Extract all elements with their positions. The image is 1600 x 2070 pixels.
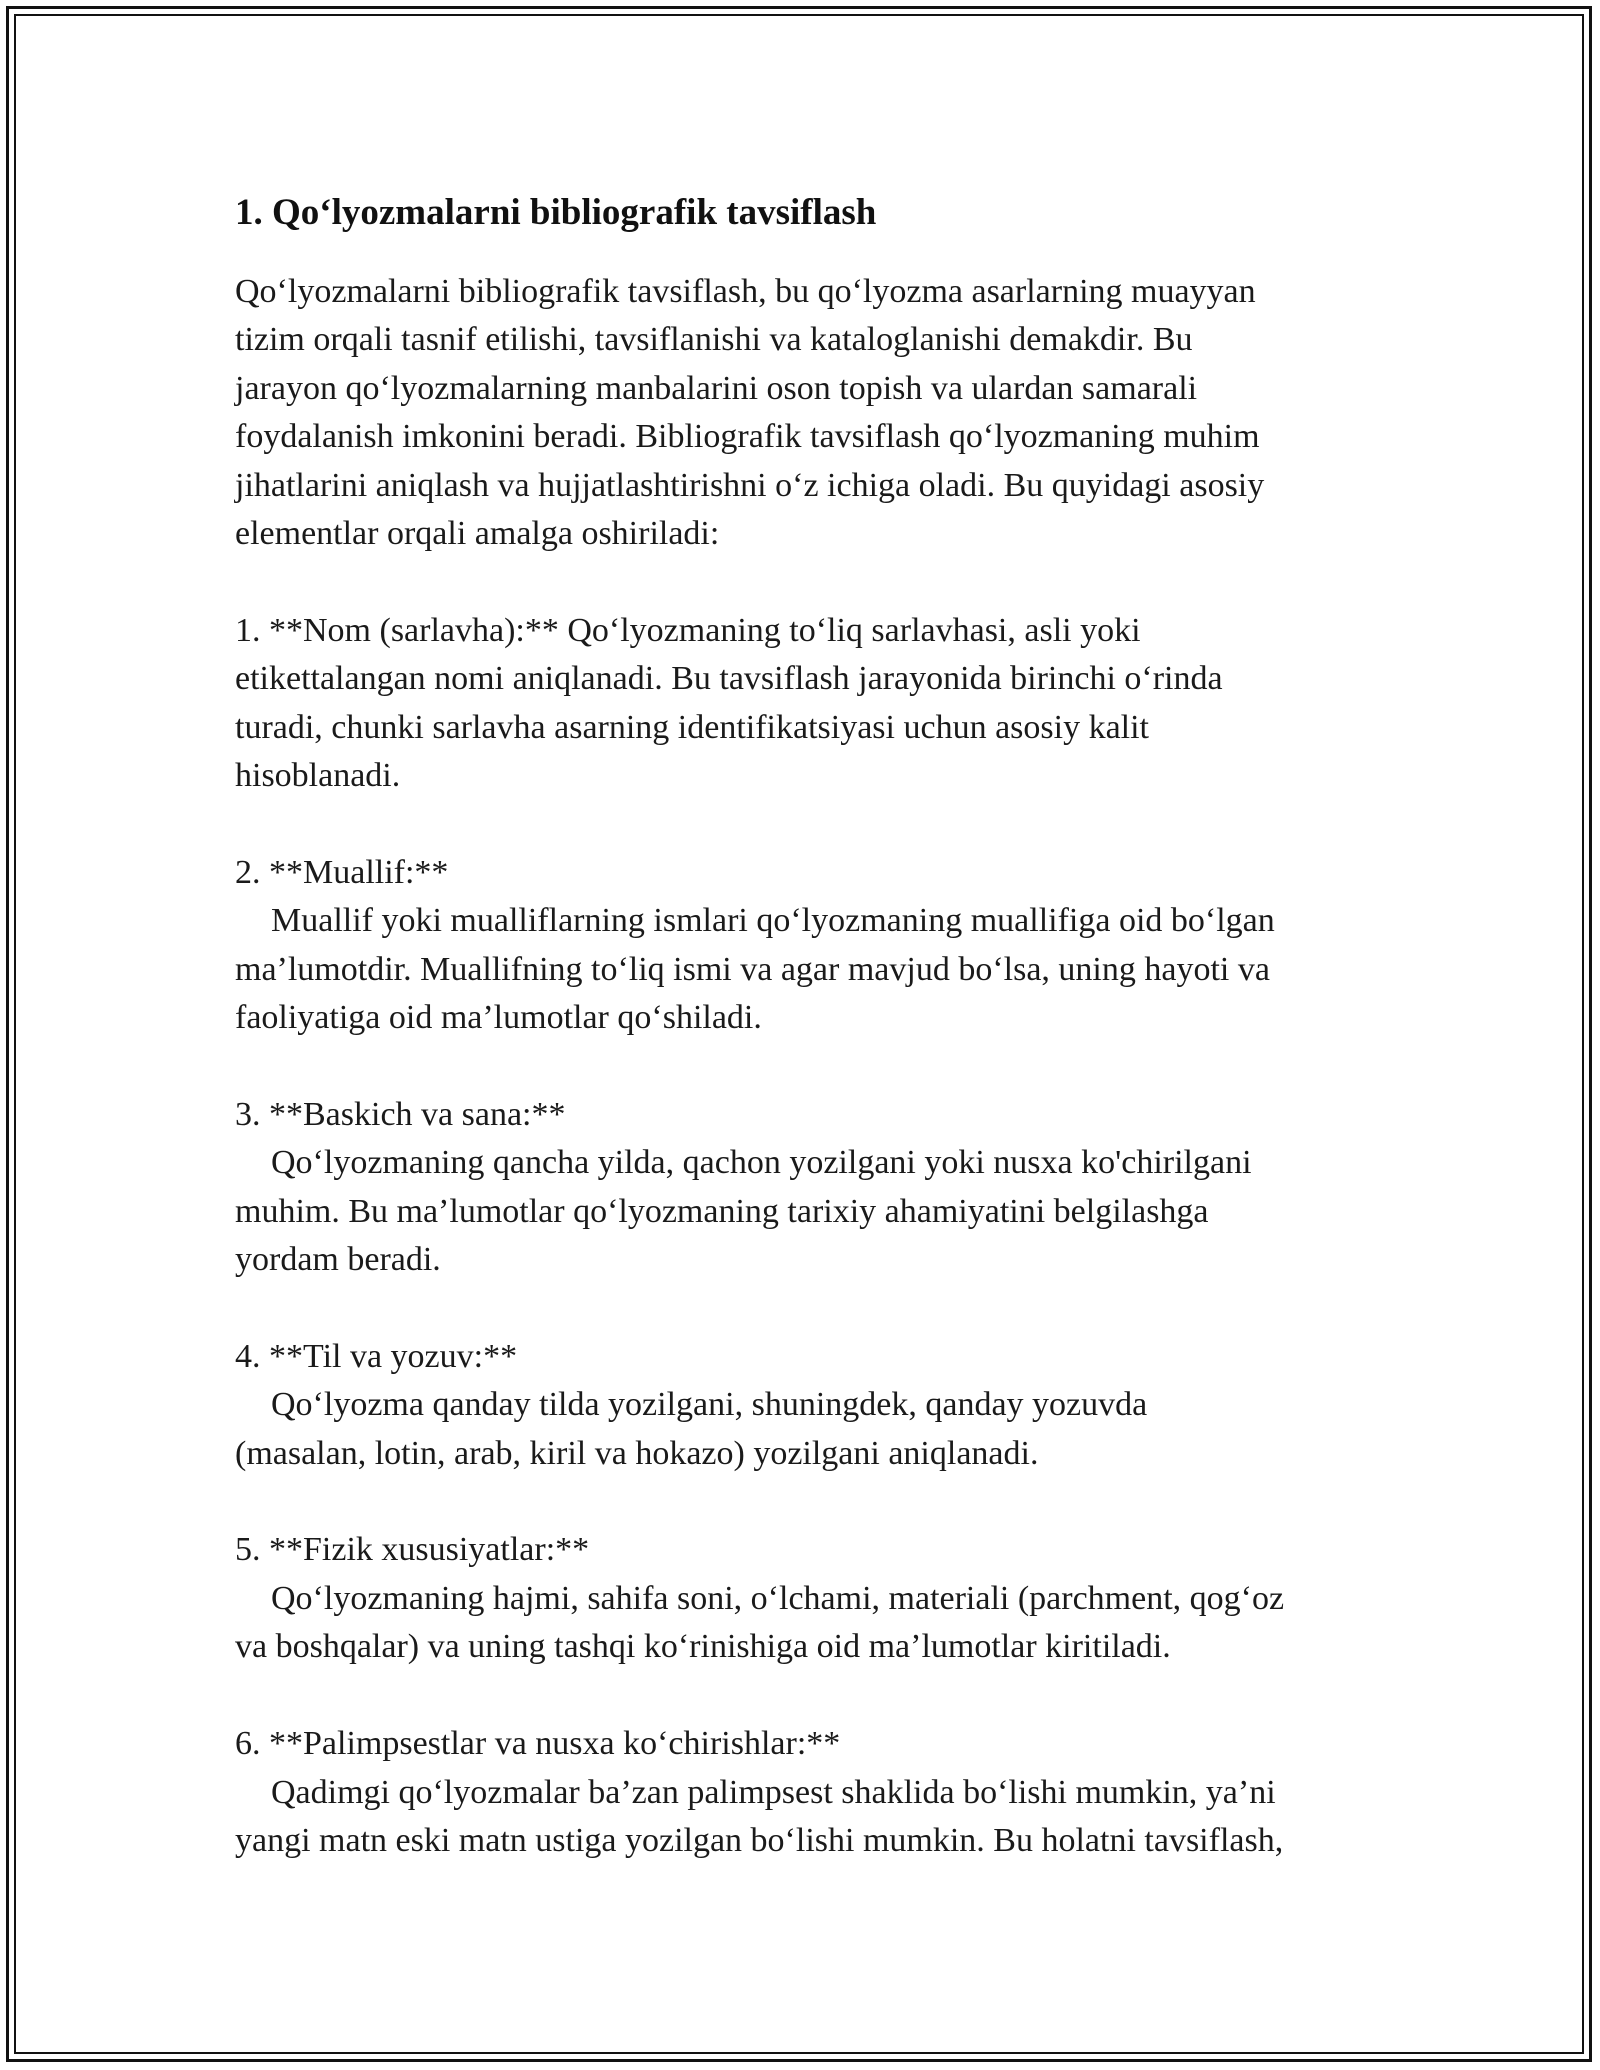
intro-line: Qo‘lyozmalarni bibliografik tavsiflash, bu qo‘lyozma asarlarning muayyan <box>235 273 1256 310</box>
list-item-line: hisoblanadi. <box>235 757 401 795</box>
list-item-palimpsest <box>235 1720 1390 1865</box>
list-item-language <box>235 1333 1390 1478</box>
paragraph-gap <box>235 558 1390 606</box>
document-title: 1. Qo‘lyozmalarni bibliografik tavsiflash <box>235 192 877 233</box>
list-item-line: Qo‘lyozmaning qancha yilda, qachon yozilgani yoki nusxa ko'chirilgani <box>271 1144 1252 1182</box>
list-item-heading: 2. **Muallif:** <box>235 853 449 891</box>
list-item-heading: 5. **Fizik xususiyatlar:** <box>235 1531 590 1569</box>
list-item-heading: 4. **Til va yozuv:** <box>235 1337 518 1375</box>
list-item-line: yordam beradi. <box>235 1241 441 1279</box>
list-item-line: Qo‘lyozmaning hajmi, sahifa soni, o‘lchami, materiali (parchment, qog‘oz <box>271 1579 1285 1617</box>
list-item-name <box>235 607 1390 801</box>
list-item-heading: 6. **Palimpsestlar va nusxa ko‘chirishlar:** <box>235 1725 841 1763</box>
list-item-physical <box>235 1526 1390 1671</box>
intro-line: foydalanish imkonini beradi. Bibliografik tavsiflash qo‘lyozmaning muhim <box>235 418 1260 456</box>
list-item-line: Muallif yoki mualliflarning ismlari qo‘lyozmaning muallifiga oid bo‘lgan <box>271 902 1275 940</box>
list-item-line: ma’lumotdir. Muallifning to‘liq ismi va agar mavjud bo‘lsa, uning hayoti va <box>235 950 1270 988</box>
intro-paragraph <box>235 268 1390 558</box>
list-item-heading: 1. **Nom (sarlavha):** Qo‘lyozmaning to‘liq sarlavhasi, asli yoki <box>235 611 1141 649</box>
paragraph-gap <box>235 1042 1390 1090</box>
paragraph-gap <box>235 1478 1390 1526</box>
document-body <box>235 186 1390 1865</box>
list-item-line: yangi matn eski matn ustiga yozilgan bo‘lishi mumkin. Bu holatni tavsiflash, <box>235 1821 1284 1859</box>
list-item-line: etikettalangan nomi aniqlanadi. Bu tavsiflash jarayonida birinchi o‘rinda <box>235 660 1223 698</box>
list-item-line: Qo‘lyozma qanday tilda yozilgani, shuningdek, qanday yozuvda <box>271 1386 1148 1424</box>
list-item-date <box>235 1091 1390 1285</box>
paragraph-gap <box>235 800 1390 848</box>
list-item-heading: 3. **Baskich va sana:** <box>235 1095 566 1133</box>
list-item-author <box>235 849 1390 1043</box>
paragraph-gap <box>235 1284 1390 1332</box>
list-item-line: Qadimgi qo‘lyozmalar ba’zan palimpsest shaklida bo‘lishi mumkin, ya’ni <box>271 1773 1276 1811</box>
list-item-line: va boshqalar) va uning tashqi ko‘rinishiga oid ma’lumotlar kiritiladi. <box>235 1628 1171 1666</box>
list-item-line: faoliyatiga oid ma’lumotlar qo‘shiladi. <box>235 999 762 1037</box>
intro-line: jihatlarini aniqlash va hujjatlashtirishni o‘z ichiga oladi. Bu quyidagi asosiy <box>235 466 1265 504</box>
intro-line: tizim orqali tasnif etilishi, tavsiflanishi va kataloglanishi demakdir. Bu <box>235 321 1193 359</box>
intro-line: jarayon qo‘lyozmalarning manbalarini oson topish va ulardan samarali <box>235 369 1198 407</box>
list-item-line: muhim. Bu ma’lumotlar qo‘lyozmaning tarixiy ahamiyatini belgilashga <box>235 1192 1209 1230</box>
list-item-line: (masalan, lotin, arab, kiril va hokazo) yozilgani aniqlanadi. <box>235 1434 1039 1472</box>
paragraph-gap <box>235 1672 1390 1720</box>
intro-line: elementlar orqali amalga oshiriladi: <box>235 515 720 553</box>
list-item-line: turadi, chunki sarlavha asarning identifikatsiyasi uchun asosiy kalit <box>235 708 1149 746</box>
